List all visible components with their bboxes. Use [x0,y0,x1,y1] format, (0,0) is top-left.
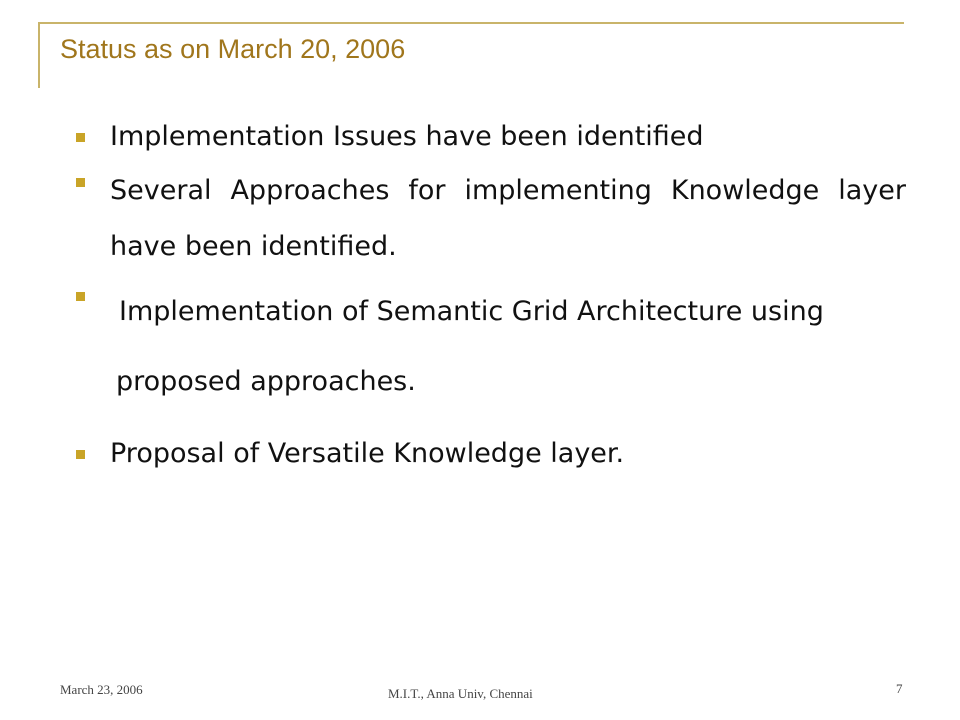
slide-number: 7 [896,681,903,696]
footer-institution: M.I.T., Anna Univ, Chennai [388,686,533,701]
title-frame-top-rule [38,22,904,24]
square-bullet-icon [76,292,85,301]
square-bullet-icon [76,133,85,142]
square-bullet-icon [76,178,85,187]
square-bullet-icon [76,450,85,459]
bullet-item [76,435,906,473]
footer-date: March 23, 2006 [60,682,143,697]
bullet-text-line-1: Implementation of Semantic Grid Architecture using [119,296,824,327]
slide-title: Status as on March 20, 2006 [60,34,406,64]
bullet-item [76,163,906,275]
bullet-text: Implementation Issues have been identified [110,121,704,152]
bullet-text-line-2: proposed approaches. [116,366,416,397]
bullet-text: Several Approaches for implementing Knowledge layer have been identified. [110,175,906,262]
bullet-text: Proposal of Versatile Knowledge layer. [110,438,625,469]
title-frame-left-rule [38,22,40,88]
bullet-item [76,277,906,417]
bullet-text [110,277,906,417]
bullet-list [76,118,906,473]
bullet-item [76,118,906,156]
